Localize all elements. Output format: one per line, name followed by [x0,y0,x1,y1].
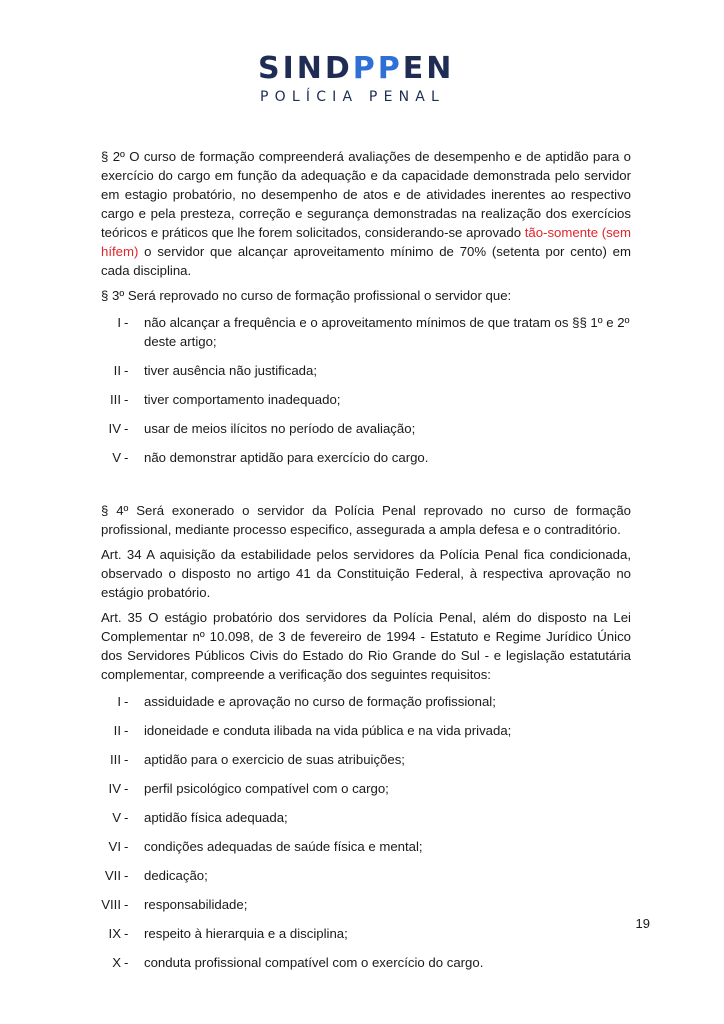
item-text: aptidão física adequada; [144,810,288,825]
section-2-highlight: tão-somente (sem hífem) [101,225,631,259]
item-dash: - [124,839,129,854]
section-3-list [101,313,631,467]
item-text: tiver comportamento inadequado; [144,392,341,407]
section-2-text-after: o servidor que alcançar aproveitamento mínimo de 70% (setenta por cento) em cada disciplina. [101,244,631,278]
item-text: não alcançar a frequência e o aproveitamento mínimos de que tratam os §§ 1º e 2º deste artigo; [144,315,630,349]
list-item [101,313,631,351]
item-dash: - [124,781,129,796]
item-number: IV [108,421,121,436]
list-item [101,390,631,409]
item-number: V [112,450,121,465]
item-dash: - [124,363,129,378]
spacer [101,477,631,501]
item-number: IX [108,926,121,941]
item-text: perfil psicológico compatível com o cargo; [144,781,389,796]
paragraph-section-3: § 3º Será reprovado no curso de formação profissional o servidor que: [101,288,512,303]
item-text: conduta profissional compatível com o exercício do cargo. [144,955,484,970]
item-number: IV [108,781,121,796]
item-text: condições adequadas de saúde física e mental; [144,839,423,854]
item-number: II [113,723,121,738]
item-number: X [112,955,121,970]
item-text: respeito à hierarquia e a disciplina; [144,926,348,941]
list-item [101,837,631,856]
item-dash: - [124,421,129,436]
list-item [101,750,631,769]
item-dash: - [124,450,129,465]
item-dash: - [124,868,129,883]
list-item [101,692,631,711]
item-number: VIII [101,897,121,912]
list-item [101,808,631,827]
logo-text-en: EN [402,51,455,86]
logo-subtitle: POLÍCIA PENAL [260,89,446,105]
item-number: III [110,392,121,407]
section-2-text-before: § 2º O curso de formação compreenderá avaliações de desempenho e de aptidão para o exercício do cargo em função da adequação e da capacidade demonstrada pelo servidor em estagio probatório, no desempenho de atos e de atividades inerentes ao respectivo cargo e pela presteza, correção e segurança demonstradas na realização dos exercícios teóricos e práticos que lhe forem solicitados, considerando-se aprovado [101,149,631,240]
document-body [101,147,631,982]
item-text: aptidão para o exercicio de suas atribuições; [144,752,405,767]
item-text: assiduidade e aprovação no curso de formação profissional; [144,694,496,709]
logo-text-pp: PP [352,51,403,86]
item-text: dedicação; [144,868,208,883]
list-item [101,448,631,467]
list-item [101,866,631,885]
list-item [101,924,631,943]
logo-wordmark [258,52,478,86]
paragraph-art-34: Art. 34 A aquisição da estabilidade pelos servidores da Polícia Penal fica condicionada, observado o disposto no artigo 41 da Constituição Federal, à respectiva aprovação no estágio probatório. [101,547,631,600]
sindppen-logo [258,52,478,108]
item-number: II [113,363,121,378]
item-text: responsabilidade; [144,897,248,912]
item-number: I [117,315,121,330]
item-dash: - [124,810,129,825]
item-dash: - [124,392,129,407]
page-number: 19 [635,916,650,931]
list-item [101,419,631,438]
item-number: VII [104,868,121,883]
item-text: tiver ausência não justificada; [144,363,318,378]
item-dash: - [124,723,129,738]
item-number: I [117,694,121,709]
list-item [101,953,631,972]
art-35-list [101,692,631,972]
item-number: VI [108,839,121,854]
item-dash: - [124,926,129,941]
item-dash: - [124,955,129,970]
list-item [101,721,631,740]
item-number: V [112,810,121,825]
item-dash: - [124,752,129,767]
logo-text-sind: SIND [258,51,353,86]
item-dash: - [124,694,129,709]
item-text: idoneidade e conduta ilibada na vida pública e na vida privada; [144,723,512,738]
item-text: usar de meios ilícitos no período de avaliação; [144,421,416,436]
list-item [101,895,631,914]
item-number: III [110,752,121,767]
list-item [101,361,631,380]
paragraph-section-4: § 4º Será exonerado o servidor da Polícia Penal reprovado no curso de formação profissional, mediante processo especifico, assegurada a ampla defesa e o contraditório. [101,503,631,537]
item-text: não demonstrar aptidão para exercício do cargo. [144,450,429,465]
paragraph-art-35: Art. 35 O estágio probatório dos servidores da Polícia Penal, além do disposto na Lei Complementar nº 10.098, de 3 de fevereiro de 1994 - Estatuto e Regime Jurídico Único dos Servidores Públicos Civis do Estado do Rio Grande do Sul - e legislação estatutária complementar, compreende a verificação dos seguintes requisitos: [101,610,631,682]
list-item [101,779,631,798]
paragraph-section-2 [101,147,631,280]
item-dash: - [124,897,129,912]
item-dash: - [124,315,129,330]
